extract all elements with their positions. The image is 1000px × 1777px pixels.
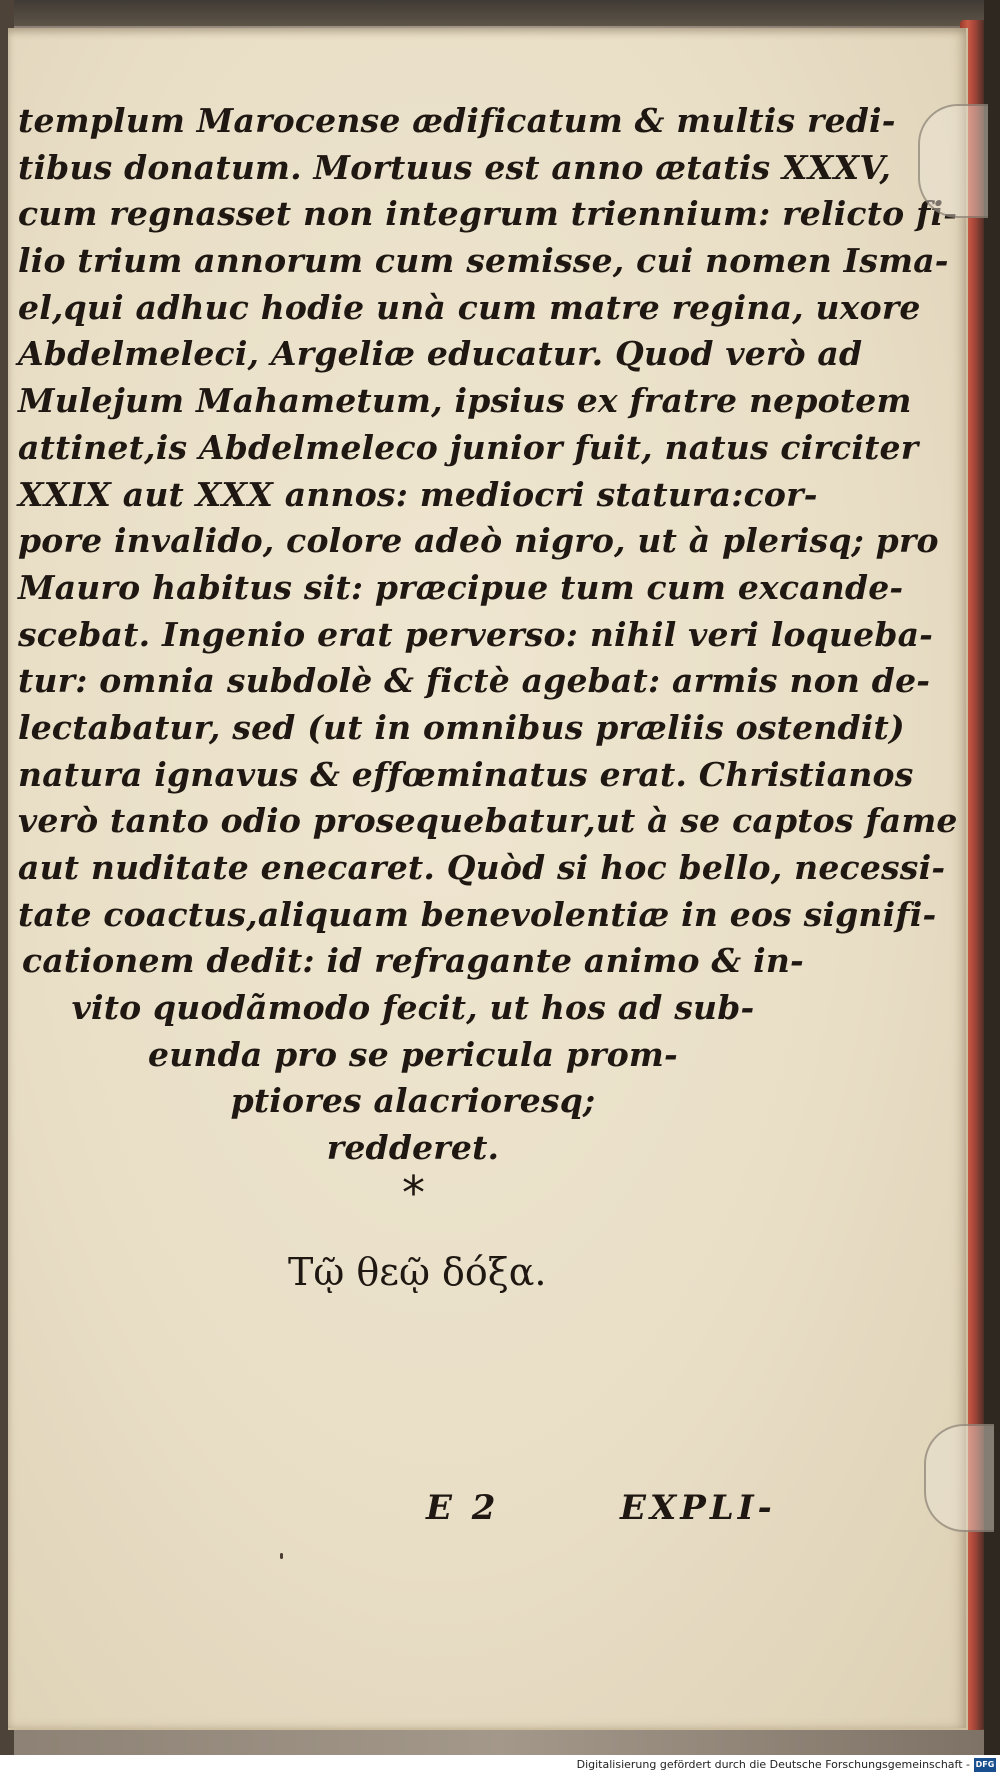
text-line: eunda pro se pericula prom- xyxy=(148,1034,678,1074)
text-line: ptiores alacrioresq; xyxy=(230,1081,596,1121)
text-line: vito quodãmodo fecit, ut hos ad sub- xyxy=(71,988,755,1028)
text-line: tur: omnia subdolè & fictè agebat: armis non de- xyxy=(18,661,931,701)
text-line: tate coactus,aliquam benevolentiæ in eos signifi- xyxy=(18,894,937,934)
text-line: Abdelmeleci, Argeliæ educatur. Quod verò ad xyxy=(18,334,863,374)
text-line: attinet,is Abdelmeleco junior fuit, natus circiter xyxy=(18,427,919,467)
text-line: scebat. Ingenio erat perverso: nihil veri loqueba- xyxy=(18,614,934,654)
text-line: lio trium annorum cum semisse, cui nomen Isma- xyxy=(18,241,949,281)
text-line: Mauro habitus sit: præcipue tum cum excande- xyxy=(18,567,904,607)
asterisk-ornament: * xyxy=(402,1166,425,1220)
page-clip-top xyxy=(918,104,988,218)
digitization-footer xyxy=(0,1755,1000,1777)
body-text xyxy=(18,98,958,1172)
text-line: cationem dedit: id refragante animo & in- xyxy=(22,941,804,981)
text-line: templum Marocense ædificatum & multis redi- xyxy=(18,101,896,140)
text-line: cum regnasset non integrum triennium: relicto fi- xyxy=(18,194,958,234)
funding-credit: Digitalisierung gefördert durch die Deutsche Forschungsgemeinschaft - xyxy=(576,1758,970,1771)
text-line: lectabatur, sed (ut in omnibus præliis ostendit) xyxy=(18,707,905,747)
catchword: EXPLI- xyxy=(620,1488,776,1528)
text-line: verò tanto odio prosequebatur,ut à se captos fame xyxy=(18,801,958,841)
text-line: Mulejum Mahametum, ipsius ex fratre nepotem xyxy=(18,381,912,421)
book-page xyxy=(8,28,968,1730)
text-line: el,qui adhuc hodie unà cum matre regina, uxore xyxy=(18,287,921,327)
text-line: natura ignavus & effœminatus erat. Christianos xyxy=(18,754,914,794)
signature-mark: E 2 xyxy=(426,1488,500,1528)
ink-speck xyxy=(280,1553,283,1559)
text-line: XXIX aut XXX annos: mediocri statura:cor- xyxy=(18,474,818,514)
text-line: tibus donatum. Mortuus est anno ætatis XXXV, xyxy=(18,147,892,187)
dfg-logo-icon: DFG xyxy=(974,1758,996,1772)
text-line: aut nuditate enecaret. Quòd si hoc bello, necessi- xyxy=(18,848,946,887)
text-line: pore invalido, colore adeò nigro, ut à plerisq; pro xyxy=(18,521,939,561)
book-cover-top-edge xyxy=(0,0,1000,26)
page-clip-bottom xyxy=(924,1424,994,1532)
text-line: redderet. xyxy=(326,1128,500,1168)
greek-motto: Τῷ θεῷ δόξα. xyxy=(288,1250,547,1294)
